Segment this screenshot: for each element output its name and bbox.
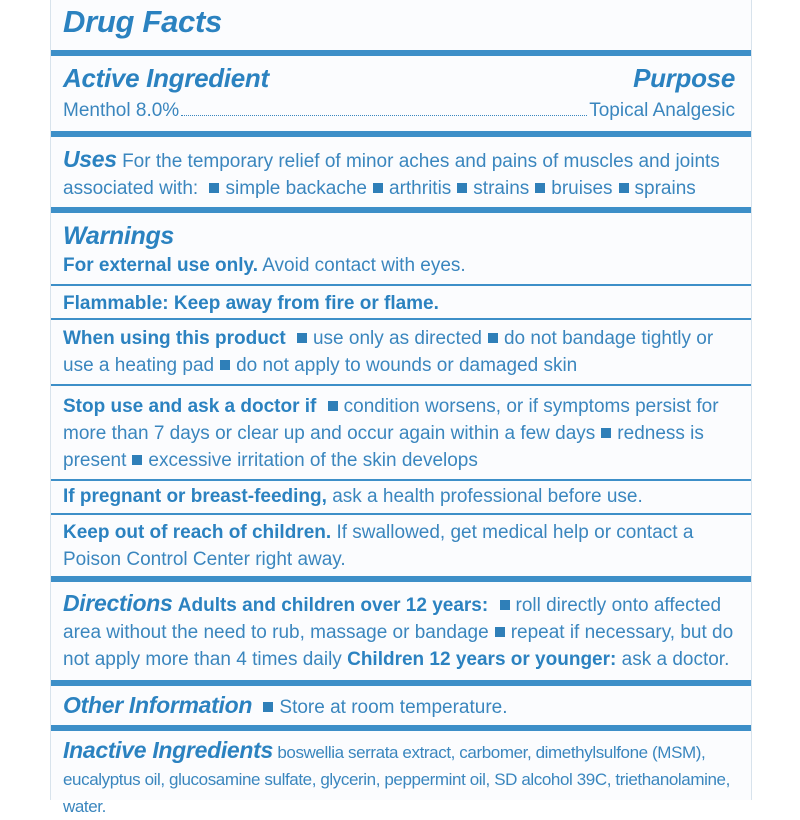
list-item: do not bandage tightly or use a heating pad xyxy=(63,328,714,376)
warning-children-text: If swallowed, get medical help or contact a Poison Control Center right away. xyxy=(63,522,694,570)
warning-external-use xyxy=(63,252,735,279)
divider-thick xyxy=(51,576,751,582)
divider-thick xyxy=(51,50,751,56)
divider-thin xyxy=(51,513,751,515)
purpose-heading: Purpose xyxy=(633,63,735,93)
uses-heading: Uses xyxy=(63,146,117,172)
warnings-section xyxy=(63,220,735,279)
list-item: arthritis xyxy=(389,178,452,199)
dot-leader xyxy=(181,115,587,116)
bullet-square-icon xyxy=(263,702,273,712)
inactive-ingredients-section xyxy=(63,737,735,820)
active-ingredient-purpose: Topical Analgesic xyxy=(589,100,735,121)
list-item: condition worsens, or if symptoms persist for more than 7 days or clear up and occur again within a few days xyxy=(63,396,719,444)
list-item: excessive irritation of the skin develops xyxy=(148,450,478,471)
divider-thick xyxy=(51,680,751,686)
active-ingredient-name: Menthol 8.0% xyxy=(63,100,180,121)
list-item: Store at room temperature. xyxy=(279,697,508,718)
bullet-square-icon xyxy=(535,183,545,193)
uses-section xyxy=(63,146,735,202)
divider-thick xyxy=(51,725,751,731)
list-item: redness is present xyxy=(63,423,704,471)
bullet-square-icon xyxy=(619,183,629,193)
bullet-square-icon xyxy=(495,627,505,637)
drug-facts-panel xyxy=(50,0,752,816)
drug-facts-title: Drug Facts xyxy=(63,4,222,39)
warning-children-bold: Keep out of reach of children. xyxy=(63,522,332,543)
warning-stop-use-bold: Stop use and ask a doctor if xyxy=(63,396,317,417)
bullet-square-icon xyxy=(297,333,307,343)
active-ingredient-heading: Active Ingredient xyxy=(63,63,269,93)
list-item: do not apply to wounds or damaged skin xyxy=(236,355,578,376)
warning-flammable-text: Flammable: Keep away from fire or flame. xyxy=(63,293,439,314)
warning-external-text: Avoid contact with eyes. xyxy=(262,255,466,276)
other-info-list xyxy=(257,697,507,718)
bullet-square-icon xyxy=(457,183,467,193)
bullet-square-icon xyxy=(209,183,219,193)
list-item: repeat if necessary, but do not apply more than 4 times daily xyxy=(63,622,734,670)
directions-adults-bold: Adults and children over 12 years: xyxy=(177,595,489,616)
warning-when-using-bold: When using this product xyxy=(63,328,286,349)
bullet-square-icon xyxy=(373,183,383,193)
inactive-ingredients-text: boswellia serrata extract, carbomer, dimethylsulfone (MSM), eucalyptus oil, glucosamine sulfate, glycerin, peppermint oil, SD alcohol 39C, triethanolamine, water. xyxy=(63,743,730,816)
directions-children-bold: Children 12 years or younger: xyxy=(347,649,617,670)
warning-flammable xyxy=(63,290,735,317)
directions-section xyxy=(63,590,735,673)
divider-thick xyxy=(51,131,751,137)
bullet-square-icon xyxy=(328,401,338,411)
inactive-ingredients-heading: Inactive Ingredients xyxy=(63,737,274,763)
list-item: bruises xyxy=(551,178,613,199)
other-info-heading: Other Information xyxy=(63,692,253,718)
other-info-section xyxy=(63,692,735,721)
list-item: strains xyxy=(473,178,530,199)
bullet-square-icon xyxy=(132,455,142,465)
uses-list xyxy=(203,178,695,199)
list-item: simple backache xyxy=(225,178,367,199)
active-ingredient-section xyxy=(63,63,735,124)
bullet-square-icon xyxy=(220,360,230,370)
directions-children-text: ask a doctor. xyxy=(621,649,730,670)
warning-pregnant-text: ask a health professional before use. xyxy=(332,486,643,507)
warning-external-bold: For external use only. xyxy=(63,255,258,276)
warning-pregnant xyxy=(63,483,735,510)
bullet-square-icon xyxy=(601,428,611,438)
warnings-heading: Warnings xyxy=(63,222,175,250)
list-item: roll directly onto affected area without the need to rub, massage or bandage xyxy=(63,595,722,643)
divider-thin xyxy=(51,284,751,286)
directions-heading: Directions xyxy=(63,590,173,616)
warning-children xyxy=(63,519,735,573)
divider-thick xyxy=(51,207,751,213)
warning-pregnant-bold: If pregnant or breast-feeding, xyxy=(63,486,327,507)
list-item: sprains xyxy=(634,178,696,199)
list-item: use only as directed xyxy=(312,328,482,349)
warning-when-using xyxy=(63,325,735,379)
divider-thin xyxy=(51,318,751,320)
bullet-square-icon xyxy=(500,600,510,610)
divider-thin xyxy=(51,384,751,386)
divider-thin xyxy=(51,479,751,481)
warning-stop-use xyxy=(63,393,735,474)
uses-text: For the temporary relief of minor aches and pains of muscles and joints associated with: xyxy=(63,151,720,199)
bullet-square-icon xyxy=(488,333,498,343)
